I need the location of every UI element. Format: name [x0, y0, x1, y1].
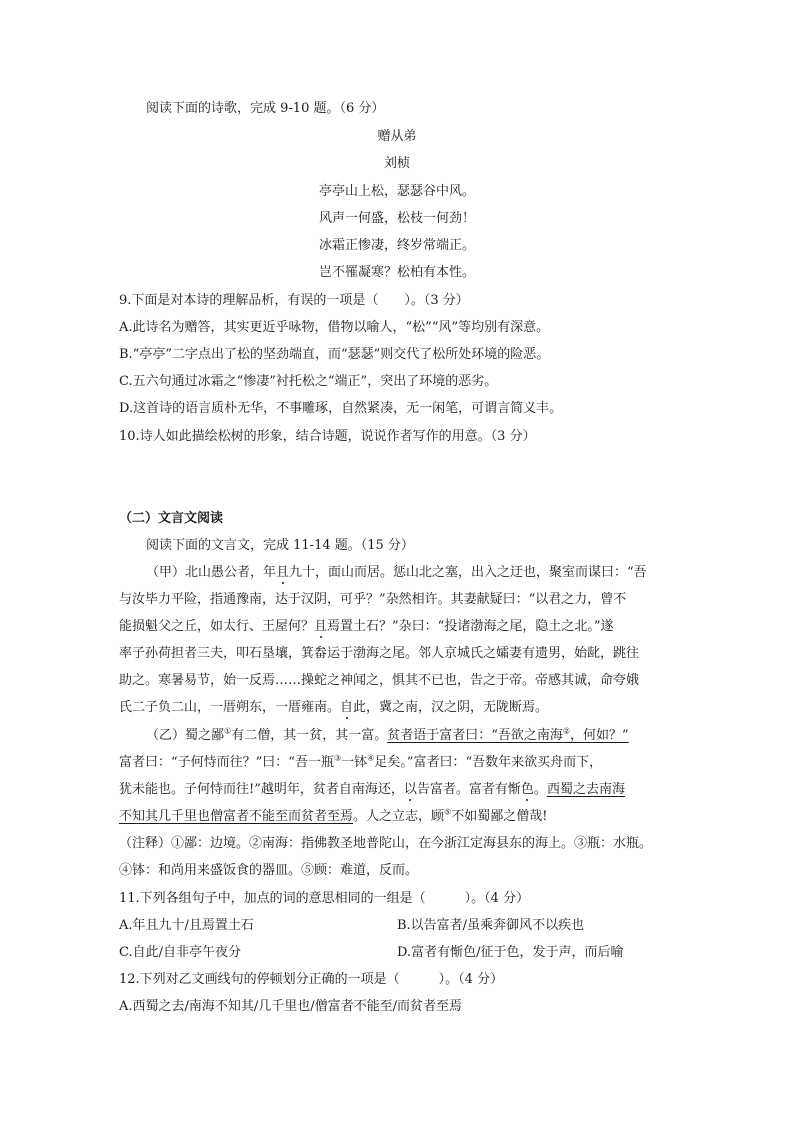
passage-b-line-1: （乙）蜀之鄙①有二僧，其一贫，其一富。贫者语于富者曰：“吾欲之南海②，何如？” — [146, 726, 629, 743]
q10-stem: 10.诗人如此描绘松树的形象，结合诗题，说说作者写作的用意。（3 分） — [119, 429, 536, 444]
q12-option-a: A.西蜀之去/南海不知其/几千里也/僧富者不能至/而贫者至焉 — [119, 999, 463, 1014]
q9-option-d: D.这首诗的语言质朴无华，不事雕琢，自然紧凑，无一闲笔，可谓言简义丰。 — [119, 401, 563, 416]
dotted-word: 色 — [520, 782, 534, 797]
q9-option-c: C.五六句通过冰霜之“惨凄”衬托松之“端正”，突出了环境的恶劣。 — [119, 374, 498, 389]
q11-option-b: B.以告富者/虽乘奔御风不以疾也 — [397, 918, 585, 933]
passage-a-line-6: 氏二子负二山，一厝朔东，一厝雍南。自此，冀之南，汉之阴，无陇断焉。 — [119, 700, 549, 715]
section-heading: （二）文言文阅读 — [119, 511, 224, 526]
dotted-word: 且 — [314, 619, 328, 634]
q9-option-a: A.此诗名为赠答，其实更近乎咏物，借物以喻人，“松”“风”等均别有深意。 — [119, 320, 550, 335]
passage-a-line-5: 助之。寒暑易节，始一反焉……操蛇之神闻之，惧其不已也，告之于帝。帝感其诚，命夸娥 — [119, 673, 640, 688]
poem-line-3: 冰霜正惨凄，终岁常端正。 — [318, 238, 475, 253]
passage-b-line-4: 不知其几千里也僧富者不能至而贫者至焉。人之立志，顾⑤不如蜀鄙之僧哉! — [119, 807, 548, 824]
underlined-sentence: 贫者语于富者曰：“吾欲之南海②，何如？” — [387, 726, 629, 743]
q12-stem: 12.下列对乙文画线句的停顿划分正确的一项是（ ）。（4 分） — [119, 972, 504, 987]
q11-stem: 11.下列各组句子中，加点的词的意思相同的一组是（ ）。（4 分） — [119, 891, 530, 906]
notes-line-1: （注释）①鄙：边境。②南海：指佛教圣地普陀山，在今浙江定海县东的海上。③瓶：水瓶。 — [119, 836, 653, 851]
q11-option-c: C.自此/自非亭午夜分 — [119, 945, 241, 960]
classical-intro: 阅读下面的文言文，完成 11-14 题。（15 分） — [146, 538, 414, 553]
dotted-word: 以 — [403, 782, 417, 797]
dotted-word: 且 — [276, 565, 290, 580]
q9-stem: 9.下面是对本诗的理解品析，有误的一项是（ ）。（3 分） — [119, 293, 469, 308]
poem-author: 刘桢 — [383, 156, 410, 171]
poem-title: 赠从弟 — [377, 129, 417, 144]
notes-line-2: ④钵：和尚用来盛饭食的器皿。⑤顾：难道，反而。 — [119, 863, 419, 878]
q11-option-a: A.年且九十/且焉置土石 — [119, 918, 254, 933]
passage-a-line-1: （甲）北山愚公者，年且九十，面山而居。惩山北之塞，出入之迂也，聚室而谋曰：“吾 — [146, 565, 647, 580]
underlined-sentence: 不知其几千里也僧富者不能至而贫者至焉 — [119, 809, 354, 824]
poem-line-2: 风声一何盛，松枝一何劲！ — [318, 211, 475, 226]
passage-a-line-2: 与汝毕力平险，指通豫南，达于汉阴，可乎？”杂然相许。其妻献疑曰：“以君之力，曾不 — [119, 592, 627, 607]
poem-line-1: 亭亭山上松，瑟瑟谷中风。 — [318, 184, 475, 199]
poem-line-4: 岂不罹凝寒？松柏有本性。 — [318, 265, 475, 280]
q9-option-b: B.“亭亭”二字点出了松的坚劲端直，而“瑟瑟”则交代了松所处环境的险恶。 — [119, 347, 550, 362]
poem-intro: 阅读下面的诗歌，完成 9-10 题。（6 分） — [146, 101, 385, 116]
q11-option-d: D.富者有惭色/征于色，发于声，而后喻 — [397, 945, 624, 960]
passage-b-line-3: 犹未能也。子何恃而往!”越明年，贫者自南海还，以告富者。富者有惭色。西蜀之去南海 — [119, 782, 625, 797]
passage-a-line-4: 率子孙荷担者三夫，叩石垦壤，箕畚运于渤海之尾。邻人京城氏之孀妻有遗男，始龀，跳往 — [119, 646, 640, 661]
passage-a-line-3: 能损魁父之丘，如太行、王屋何？且焉置土石？”杂曰：“投诸渤海之尾，隐土之北。”遂 — [119, 619, 614, 634]
dotted-word: 自 — [340, 700, 354, 715]
passage-b-line-2: 富者曰：“子何恃而往？”曰：“吾一瓶③一钵④足矣。”富者曰：“吾数年来欲买舟而下， — [119, 753, 603, 770]
underlined-sentence: 西蜀之去南海 — [546, 782, 625, 797]
